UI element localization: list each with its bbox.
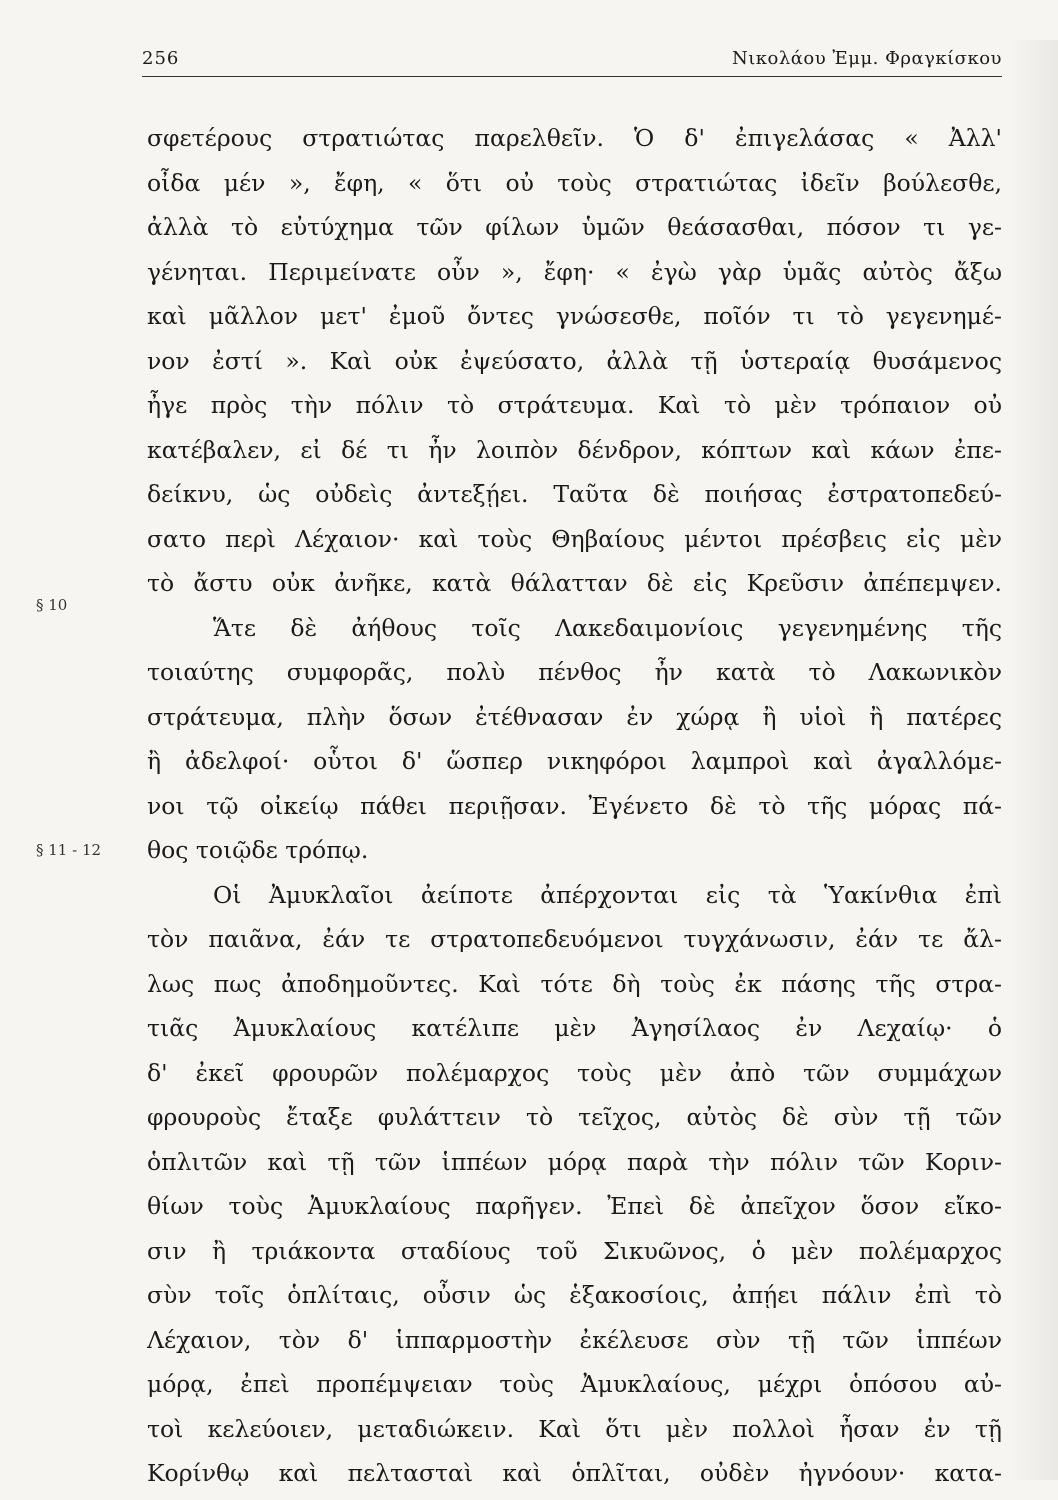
text-line: μόρᾳ, ἐπεὶ προπέμψειαν τοὺς Ἀμυκλαίους, μέχρι ὁπόσου αὐ-: [147, 1370, 1002, 1398]
text-line: γένηται. Περιμείνατε οὖν », ἔφη· « ἐγὼ γὰρ ὑμᾶς αὐτὸς ἄξω: [147, 257, 1002, 286]
running-head: Νικολάου Ἐμμ. Φραγκίσκου: [731, 48, 1002, 69]
text-line: τοιαύτης συμφορᾶς, πολὺ πένθος ἦν κατὰ τὸ Λακωνικὸν: [147, 658, 1002, 686]
text-line: Λέχαιον, τὸν δ' ἱππαρμοστὴν ἐκέλευσε σὺν τῇ τῶν ἱππέων: [147, 1325, 1002, 1354]
text-line: καὶ μᾶλλον μετ' ἐμοῦ ὄντες γνώσεσθε, ποῖόν τι τὸ γεγενημέ-: [147, 302, 1002, 330]
text-line: φρουροὺς ἔταξε φυλάττειν τὸ τεῖχος, αὐτὸς δὲ σὺν τῇ τῶν: [147, 1103, 1002, 1131]
text-line: κατέβαλεν, εἰ δέ τι ἦν λοιπὸν δένδρον, κόπτων καὶ κάων ἐπε-: [147, 435, 1002, 464]
text-line: θίων τοὺς Ἀμυκλαίους παρῆγεν. Ἐπεὶ δὲ ἀπεῖχον ὅσον εἴκο-: [147, 1192, 1002, 1220]
text-line: σατο περὶ Λέχαιον· καὶ τοὺς Θηβαίους μέντοι πρέσβεις εἰς μὲν: [147, 524, 1002, 553]
text-line: ἢ ἀδελφοί· οὗτοι δ' ὥσπερ νικηφόροι λαμπροὶ καὶ ἀγαλλόμε-: [147, 747, 1002, 775]
text-line: τοὶ κελεύοιεν, μεταδιώκειν. Καὶ ὅτι μὲν πολλοὶ ἦσαν ἐν τῇ: [147, 1414, 1002, 1443]
paragraph-start-line: Οἱ Ἀμυκλαῖοι ἀείποτε ἀπέρχονται εἰς τὰ Ὑακίνθια ἐπὶ: [213, 880, 1002, 909]
text-line: σφετέρους στρατιώτας παρελθεῖν. Ὁ δ' ἐπιγελάσας « Ἀλλ': [147, 124, 1002, 152]
page-header: [142, 46, 1002, 77]
text-line: σὺν τοῖς ὁπλίταις, οὖσιν ὡς ἑξακοσίοις, ἀπῄει πάλιν ἐπὶ τὸ: [147, 1281, 1002, 1309]
body-text: [147, 116, 1002, 1496]
text-line: τιᾶς Ἀμυκλαίους κατέλιπε μὲν Ἀγησίλαος ἐν Λεχαίῳ· ὁ: [147, 1014, 1002, 1042]
text-line: οἶδα μέν », ἔφη, « ὅτι οὐ τοὺς στρατιώτας ἰδεῖν βούλεσθε,: [147, 168, 1002, 197]
paragraph-end-line: θος τοιῷδε τρόπῳ.: [147, 836, 369, 864]
text-line: ἦγε πρὸς τὴν πόλιν τὸ στράτευμα. Καὶ τὸ μὲν τρόπαιον οὐ: [147, 391, 1002, 419]
margin-ref-section-10: § 10: [36, 596, 68, 614]
text-line: λως πως ἀποδημοῦντες. Καὶ τότε δὴ τοὺς ἐκ πάσης τῆς στρα-: [147, 969, 1002, 998]
text-line: τὸν παιᾶνα, ἐάν τε στρατοπεδευόμενοι τυγχάνωσιν, ἐάν τε ἄλ-: [147, 925, 1002, 953]
text-line: νον ἐστί ». Καὶ οὐκ ἐψεύσατο, ἀλλὰ τῇ ὑστεραίᾳ θυσάμενος: [147, 346, 1002, 375]
show-through-shadow: [1006, 40, 1058, 1480]
paragraph-start-line: Ἅτε δὲ ἀήθους τοῖς Λακεδαιμονίοις γεγενημένης τῆς: [213, 613, 1002, 642]
text-line: στράτευμα, πλὴν ὅσων ἐτέθνασαν ἐν χώρᾳ ἢ υἱοὶ ἢ πατέρες: [147, 702, 1002, 731]
text-line: σιν ἢ τριάκοντα σταδίους τοῦ Σικυῶνος, ὁ μὲν πολέμαρχος: [147, 1236, 1002, 1265]
text-line: τὸ ἄστυ οὐκ ἀνῆκε, κατὰ θάλατταν δὲ εἰς Κρεῦσιν ἀπέπεμψεν.: [147, 569, 1002, 597]
text-line: δείκνυ, ὡς οὐδεὶς ἀντεξῄει. Ταῦτα δὲ ποιήσας ἐστρατοπεδεύ-: [147, 480, 1002, 508]
margin-ref-section-11-12: § 11 - 12: [36, 841, 102, 859]
text-line: ὁπλιτῶν καὶ τῇ τῶν ἱππέων μόρᾳ παρὰ τὴν πόλιν τῶν Κοριν-: [147, 1147, 1002, 1176]
page-number: 256: [142, 48, 180, 69]
text-line: ἀλλὰ τὸ εὐτύχημα τῶν φίλων ὑμῶν θεάσασθαι, πόσον τι γε-: [147, 213, 1002, 241]
text-line: δ' ἐκεῖ φρουρῶν πολέμαρχος τοὺς μὲν ἀπὸ τῶν συμμάχων: [147, 1058, 1002, 1087]
text-line: Κορίνθῳ καὶ πελτασταὶ καὶ ὁπλῖται, οὐδὲν ἠγνόουν· κατα-: [147, 1459, 1002, 1487]
text-line: νοι τῷ οἰκείῳ πάθει περιῇσαν. Ἐγένετο δὲ τὸ τῆς μόρας πά-: [147, 791, 1002, 820]
